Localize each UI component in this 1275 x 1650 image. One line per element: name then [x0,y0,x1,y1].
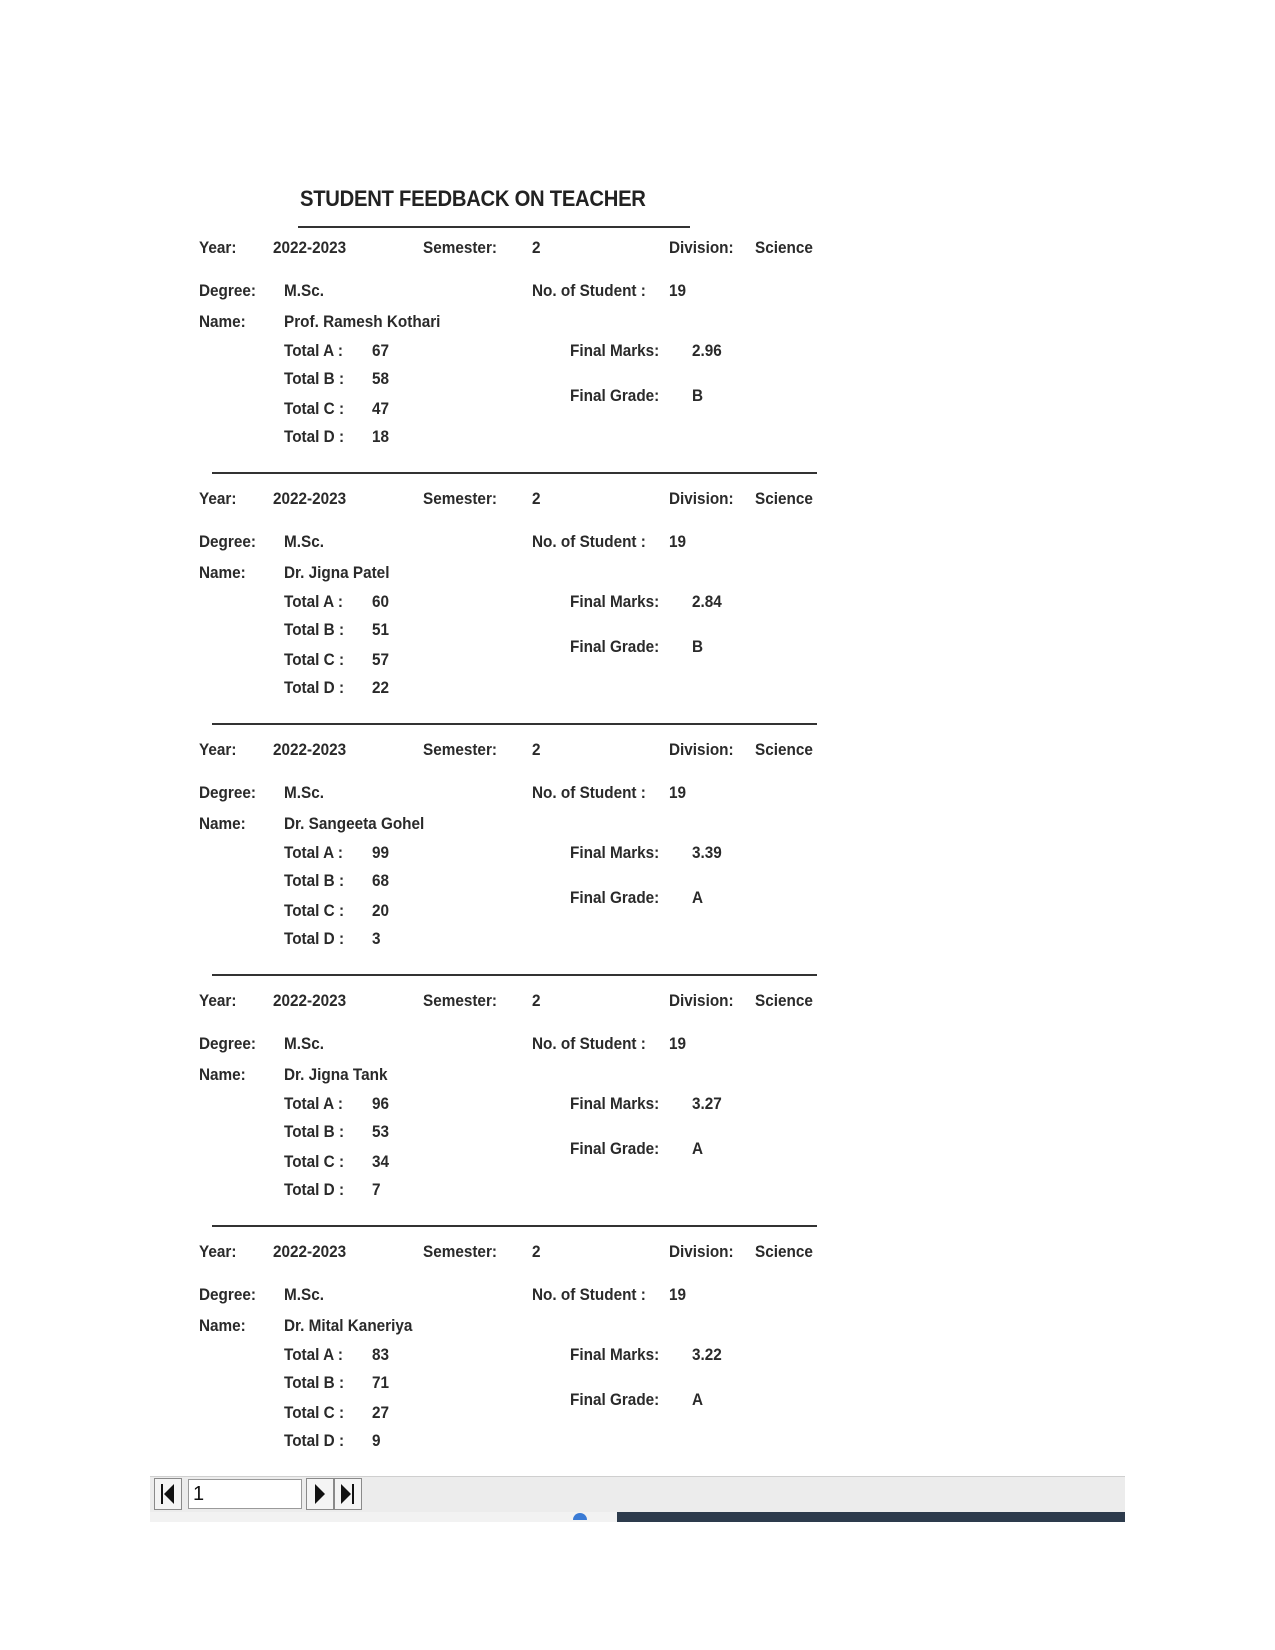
degree-value: M.Sc. [284,281,324,300]
division-label: Division: [669,238,734,257]
year-label: Year: [199,991,237,1010]
teacher-name: Dr. Jigna Patel [284,563,390,582]
total-b-value: 58 [372,369,390,388]
total-b-value: 71 [372,1373,390,1392]
name-label: Name: [199,814,246,833]
status-indicator [573,1513,587,1520]
semester-value: 2 [532,991,541,1010]
final-grade-label: Final Grade: [570,888,660,907]
degree-label: Degree: [199,783,256,802]
final-marks-value: 3.39 [692,843,722,862]
total-d-label: Total D : [284,427,345,446]
total-a-value: 83 [372,1345,390,1364]
division-value: Science [755,238,813,257]
name-label: Name: [199,1316,246,1335]
total-d-value: 7 [372,1180,381,1199]
name-label: Name: [199,312,246,331]
final-grade-value: A [692,1139,704,1158]
previous-page-icon [160,1483,176,1505]
year-value: 2022-2023 [273,489,347,508]
total-b-label: Total B : [284,1122,345,1141]
division-label: Division: [669,489,734,508]
final-grade-label: Final Grade: [570,637,660,656]
total-c-value: 27 [372,1403,390,1422]
year-label: Year: [199,489,237,508]
final-marks-label: Final Marks: [570,1094,660,1113]
year-label: Year: [199,740,237,759]
year-value: 2022-2023 [273,740,347,759]
total-c-value: 57 [372,650,390,669]
last-page-icon [340,1483,356,1505]
feedback-record [0,251,1275,697]
previous-page-button[interactable] [154,1478,182,1510]
division-label: Division: [669,991,734,1010]
total-a-label: Total A : [284,341,343,360]
teacher-name: Dr. Sangeeta Gohel [284,814,425,833]
total-c-label: Total C : [284,1403,345,1422]
students-value: 19 [669,783,687,802]
feedback-record [0,1004,1275,1450]
total-c-value: 20 [372,901,390,920]
students-label: No. of Student : [532,281,646,300]
semester-label: Semester: [423,740,497,759]
degree-value: M.Sc. [284,1034,324,1053]
total-b-label: Total B : [284,369,345,388]
final-grade-label: Final Grade: [570,1390,660,1409]
students-value: 19 [669,1285,687,1304]
total-c-label: Total C : [284,901,345,920]
degree-value: M.Sc. [284,532,324,551]
total-c-value: 34 [372,1152,390,1171]
total-a-label: Total A : [284,1345,343,1364]
semester-label: Semester: [423,489,497,508]
semester-value: 2 [532,740,541,759]
students-value: 19 [669,281,687,300]
total-d-value: 9 [372,1431,381,1450]
page-navigation-toolbar [150,1476,1125,1513]
year-value: 2022-2023 [273,238,347,257]
total-d-label: Total D : [284,1431,345,1450]
final-grade-value: A [692,1390,704,1409]
name-label: Name: [199,1065,246,1084]
teacher-name: Dr. Jigna Tank [284,1065,388,1084]
final-grade-value: B [692,386,704,405]
final-marks-label: Final Marks: [570,592,660,611]
total-c-label: Total C : [284,650,345,669]
division-label: Division: [669,740,734,759]
division-value: Science [755,1242,813,1261]
degree-label: Degree: [199,1034,256,1053]
year-label: Year: [199,1242,237,1261]
degree-label: Degree: [199,1285,256,1304]
division-value: Science [755,489,813,508]
total-d-label: Total D : [284,929,345,948]
teacher-name: Dr. Mital Kaneriya [284,1316,413,1335]
division-label: Division: [669,1242,734,1261]
students-label: No. of Student : [532,532,646,551]
page-number-input[interactable] [188,1479,302,1509]
semester-value: 2 [532,1242,541,1261]
total-d-value: 18 [372,427,390,446]
total-d-value: 3 [372,929,381,948]
feedback-record [0,753,1275,1199]
semester-label: Semester: [423,991,497,1010]
feedback-record [0,502,1275,948]
final-grade-label: Final Grade: [570,1139,660,1158]
final-grade-label: Final Grade: [570,386,660,405]
total-a-value: 96 [372,1094,390,1113]
next-page-icon [312,1483,328,1505]
final-marks-value: 3.22 [692,1345,722,1364]
total-a-value: 67 [372,341,390,360]
degree-value: M.Sc. [284,1285,324,1304]
semester-value: 2 [532,238,541,257]
total-d-value: 22 [372,678,390,697]
final-marks-value: 3.27 [692,1094,722,1113]
taskbar-strip [617,1512,1125,1522]
report-title: STUDENT FEEDBACK ON TEACHER [300,186,646,211]
semester-label: Semester: [423,1242,497,1261]
degree-label: Degree: [199,532,256,551]
year-label: Year: [199,238,237,257]
teacher-name: Prof. Ramesh Kothari [284,312,441,331]
final-marks-label: Final Marks: [570,341,660,360]
final-marks-value: 2.84 [692,592,722,611]
division-value: Science [755,991,813,1010]
semester-value: 2 [532,489,541,508]
year-value: 2022-2023 [273,991,347,1010]
students-value: 19 [669,1034,687,1053]
students-label: No. of Student : [532,783,646,802]
final-marks-label: Final Marks: [570,1345,660,1364]
final-grade-value: A [692,888,704,907]
last-page-button[interactable] [334,1478,362,1510]
total-c-label: Total C : [284,1152,345,1171]
total-a-label: Total A : [284,843,343,862]
degree-value: M.Sc. [284,783,324,802]
final-marks-value: 2.96 [692,341,722,360]
total-c-label: Total C : [284,399,345,418]
semester-label: Semester: [423,238,497,257]
total-b-value: 53 [372,1122,390,1141]
final-marks-label: Final Marks: [570,843,660,862]
degree-label: Degree: [199,281,256,300]
total-b-value: 68 [372,871,390,890]
feedback-record [0,0,1275,446]
students-label: No. of Student : [532,1285,646,1304]
total-a-value: 99 [372,843,390,862]
final-grade-value: B [692,637,704,656]
total-c-value: 47 [372,399,390,418]
total-b-label: Total B : [284,620,345,639]
total-b-label: Total B : [284,871,345,890]
total-d-label: Total D : [284,678,345,697]
students-label: No. of Student : [532,1034,646,1053]
total-a-label: Total A : [284,592,343,611]
year-value: 2022-2023 [273,1242,347,1261]
total-d-label: Total D : [284,1180,345,1199]
name-label: Name: [199,563,246,582]
division-value: Science [755,740,813,759]
total-b-value: 51 [372,620,390,639]
total-a-label: Total A : [284,1094,343,1113]
total-a-value: 60 [372,592,390,611]
total-b-label: Total B : [284,1373,345,1392]
students-value: 19 [669,532,687,551]
next-page-button[interactable] [306,1478,334,1510]
